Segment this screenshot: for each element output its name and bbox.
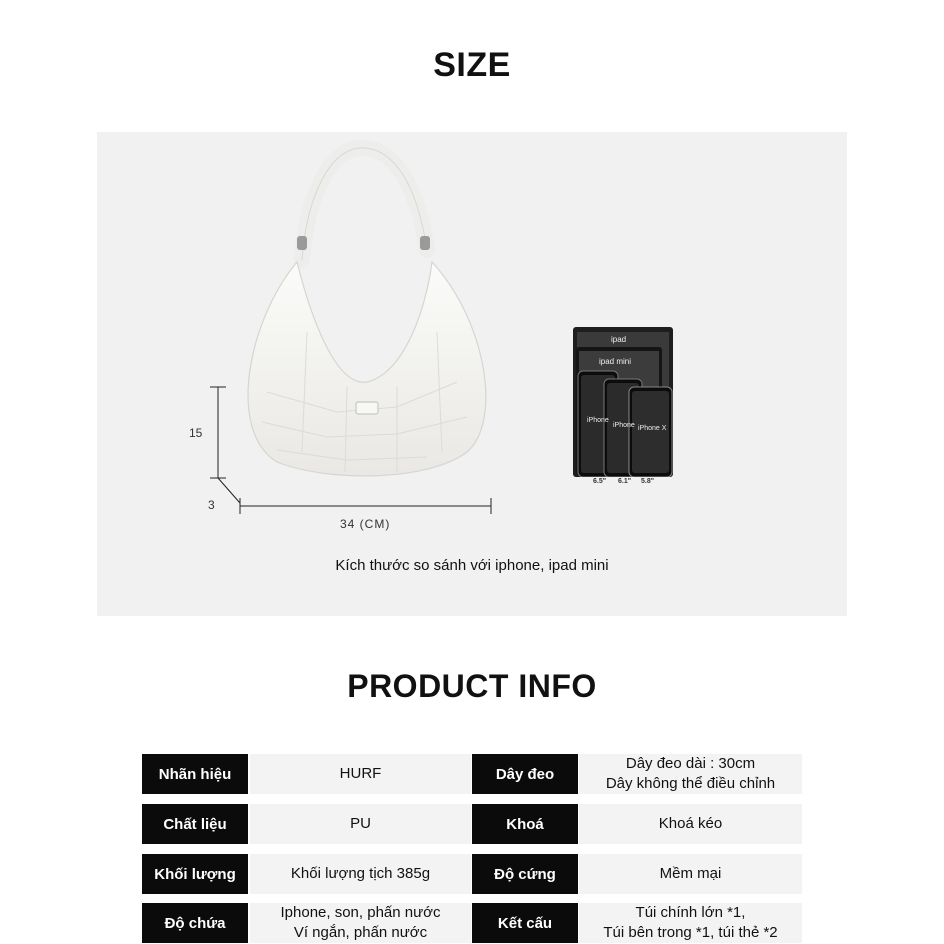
- info-key: Độ cứng: [472, 854, 578, 894]
- dimension-width: 34 (CM): [340, 517, 391, 531]
- device-label-iphone-a: iPhone: [587, 417, 609, 424]
- dimension-depth: 3: [208, 498, 215, 512]
- info-row: [142, 804, 802, 844]
- info-value-line: Dây không thể điều chỉnh: [605, 775, 776, 792]
- info-key: Độ chứa: [142, 903, 248, 943]
- info-key: Kết cấu: [472, 903, 578, 943]
- info-value-line: Túi chính lớn *1,: [635, 904, 746, 921]
- size-title: SIZE: [433, 46, 511, 84]
- device-size-label: 6.1": [618, 478, 632, 485]
- device-label-ipad-mini: ipad mini: [599, 357, 632, 366]
- info-value-line: Khoá kéo: [658, 815, 723, 832]
- size-caption: Kích thước so sánh với iphone, ipad mini: [335, 557, 609, 574]
- info-key: Dây đeo: [472, 754, 578, 794]
- device-comparison: [573, 327, 673, 492]
- info-key: Nhãn hiệu: [142, 754, 248, 794]
- device-size-label: 5.8": [641, 478, 655, 485]
- info-value: [579, 854, 802, 894]
- info-row: [142, 903, 802, 943]
- info-value: [250, 903, 471, 943]
- info-value: [579, 903, 802, 943]
- size-panel: [97, 132, 847, 616]
- device-label-iphone-x: iPhone X: [638, 425, 667, 432]
- info-key: Khoá: [472, 804, 578, 844]
- info-value: [579, 804, 802, 844]
- info-key: Khối lượng: [142, 854, 248, 894]
- info-row: [142, 854, 802, 894]
- device-illustration: [573, 327, 673, 477]
- info-value-line: Khối lượng tịch 385g: [290, 865, 431, 882]
- info-value-line: PU: [350, 815, 371, 832]
- info-row: [142, 754, 802, 794]
- info-value-line: HURF: [339, 765, 382, 782]
- info-key: Chất liệu: [142, 804, 248, 844]
- info-value-line: Ví ngắn, phấn nước: [293, 924, 428, 941]
- device-label-iphone-b: iPhone: [613, 422, 635, 429]
- product-info-title: PRODUCT INFO: [347, 668, 597, 704]
- device-label-ipad: ipad: [611, 335, 627, 344]
- info-value: [250, 754, 471, 794]
- dimension-height: 15: [189, 426, 203, 440]
- device-size-label: 6.5": [593, 478, 607, 485]
- info-value-line: Dây đeo dài : 30cm: [625, 755, 756, 772]
- info-value: [250, 854, 471, 894]
- info-value-line: Mềm mại: [659, 865, 722, 882]
- info-value-line: Túi bên trong *1, túi thẻ *2: [603, 924, 778, 941]
- bag-image: [97, 132, 847, 552]
- info-value-line: Iphone, son, phấn nước: [280, 904, 441, 921]
- info-value: [579, 754, 802, 794]
- info-value: [250, 804, 471, 844]
